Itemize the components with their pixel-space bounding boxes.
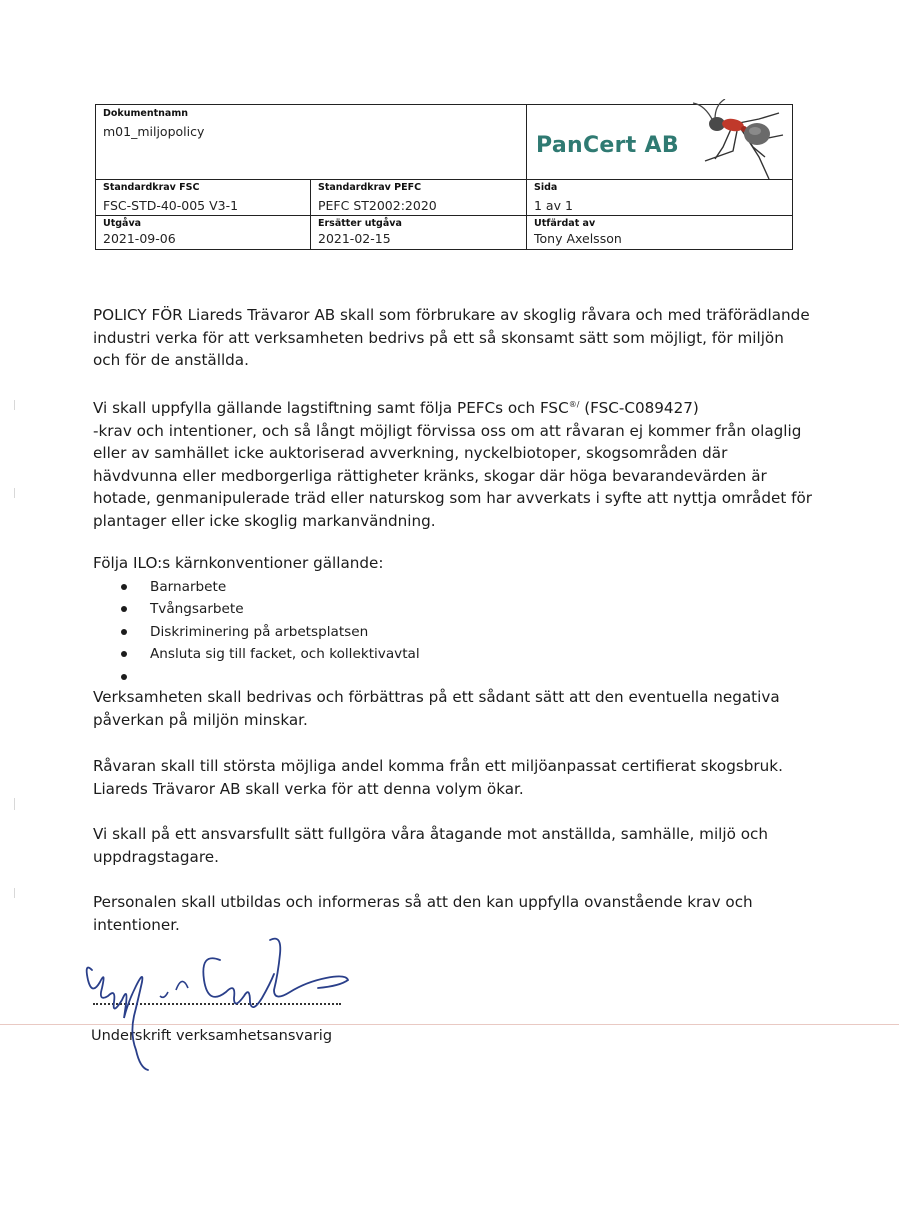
training-paragraph: Personalen skall utbildas och informeras så att den kan uppfylla ovanstående krav och intentioner. (93, 893, 753, 934)
bullet-icon (121, 606, 127, 612)
list-item (150, 576, 420, 598)
issue-cell (96, 216, 311, 249)
issued-by-label: Utfärdat av (534, 218, 596, 229)
doc-name-label: Dokumentnamn (103, 108, 188, 119)
bullet-icon (121, 629, 127, 635)
legislation-paragraph (93, 394, 813, 532)
pefc-value: PEFC ST2002:2020 (318, 198, 437, 213)
ilo-heading-paragraph: Följa ILO:s kärnkonventioner gällande: (93, 554, 384, 572)
document-header-table (95, 104, 793, 250)
pefc-label: Standardkrav PEFC (318, 182, 422, 193)
bullet-icon (121, 584, 127, 590)
legislation-text-rest: -krav och intentioner, och så långt möjligt förvissa oss om att råvaran ej kommer från olaglig eller av samhället icke auktoriserad avverkning, nyckelbiotoper, skogsområden där hävdvunna eller medborgerliga rättigheter kränks, skogar där höga bevarandevärden är hotade, genmanipulerade träd eller naturskog som har avverkats i syfte att nyttja området för plantager eller icke skoglig markanvändning. (93, 421, 813, 530)
replaces-cell (311, 216, 527, 249)
signature-label: Underskrift verksamhetsansvarig (91, 1028, 333, 1044)
ant-logo-icon (675, 99, 790, 181)
list-item-text: Barnarbete (150, 579, 227, 595)
list-item-text: Diskriminering på arbetsplatsen (150, 623, 369, 640)
page-cell (527, 180, 792, 216)
scan-speck (14, 488, 15, 498)
doc-name-cell (96, 105, 527, 180)
page-label: Sida (534, 182, 558, 193)
company-logo: PanCert AB (536, 133, 679, 158)
page-value: 1 av 1 (534, 198, 573, 213)
fsc-label: Standardkrav FSC (103, 182, 200, 193)
fsc-value: FSC-STD-40-005 V3-1 (103, 198, 239, 213)
raw-material-paragraph: Råvaran skall till största möjliga andel komma från ett miljöanpassat certifierat skogsbruk. Liareds Trävaror AB skall verka för att denna volym ökar. (93, 757, 783, 798)
bullet-icon (121, 651, 127, 657)
list-item (150, 621, 420, 643)
scan-speck (14, 400, 15, 410)
scan-speck (14, 798, 15, 810)
responsibility-paragraph: Vi skall på ett ansvarsfullt sätt fullgöra våra åtagande mot anställda, samhälle, miljö och uppdragstagare. (93, 825, 769, 866)
issued-by-value: Tony Axelsson (534, 231, 622, 246)
list-item-text: Tvångsarbete (150, 601, 244, 618)
logo-cell (527, 105, 792, 180)
pefc-cell (311, 180, 527, 216)
fsc-cell (96, 180, 311, 216)
scan-speck (14, 888, 15, 898)
environment-paragraph: Verksamheten skall bedrivas och förbättras på ett sådant sätt att den eventuella negativa påverkan på miljön minskar. (93, 688, 780, 729)
legislation-text-part2: (FSC-C089427) (579, 399, 699, 418)
list-item (150, 643, 420, 665)
doc-name-value: m01_miljopolicy (103, 124, 205, 139)
replaces-label: Ersätter utgåva (318, 218, 402, 229)
list-item (150, 598, 420, 620)
bullet-icon (121, 674, 127, 680)
handwritten-signature (78, 930, 358, 1080)
ilo-conventions-list (150, 576, 420, 688)
policy-intro-paragraph: POLICY FÖR Liareds Trävaror AB skall som förbrukare av skoglig råvara och med träförädlande industri verka för att verksamheten bedrivs på ett så skonsamt sätt som möjligt, för miljön och för de anställda. (93, 306, 810, 369)
registered-mark: ®/ (568, 400, 580, 409)
issue-value: 2021-09-06 (103, 231, 176, 246)
list-item (150, 666, 420, 688)
issued-by-cell (527, 216, 792, 249)
replaces-value: 2021-02-15 (318, 231, 391, 246)
list-item-text: Ansluta sig till facket, och kollektivavtal (150, 646, 420, 663)
legislation-text-part1: Vi skall uppfylla gällande lagstiftning samt följa PEFCs och FSC (93, 399, 569, 418)
issue-label: Utgåva (103, 218, 142, 229)
